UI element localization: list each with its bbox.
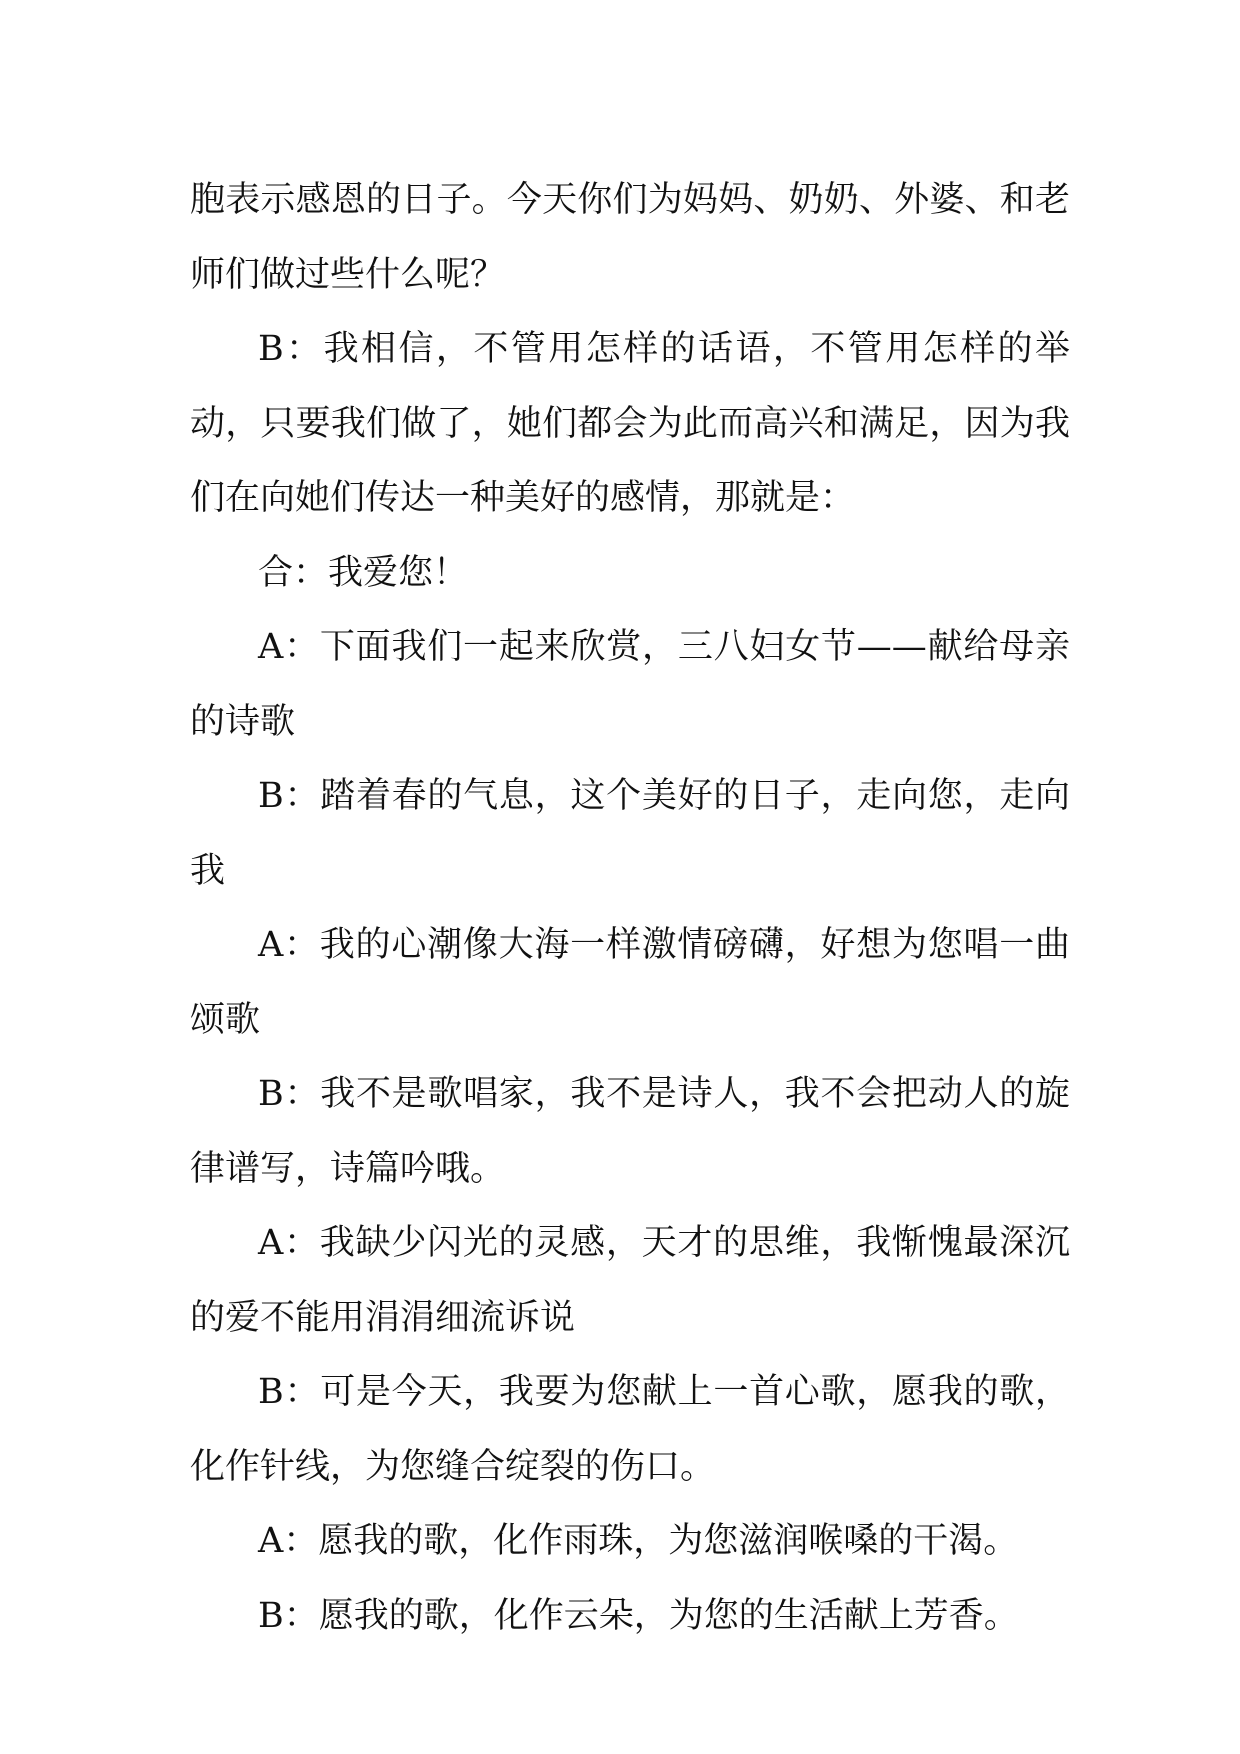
paragraph-5: B：踏着春的气息，这个美好的日子，走向您，走向我 — [190, 776, 1070, 891]
paragraph-8: A：我缺少闪光的灵感，天才的思维，我惭愧最深沉的爱不能用涓涓细流诉说 — [190, 1223, 1070, 1338]
paragraph-9: B：可是今天，我要为您献上一首心歌，愿我的歌，化作针线，为您缝合绽裂的伤口。 — [190, 1372, 1070, 1487]
paragraph-1: 胞表示感恩的日子。今天你们为妈妈、奶奶、外婆、和老师们做过些什么呢？ — [190, 180, 1070, 295]
paragraph-6: A：我的心潮像大海一样激情磅礴，好想为您唱一曲颂歌 — [190, 925, 1070, 1040]
paragraph-3: 合：我爱您！ — [258, 552, 469, 593]
paragraph-2: B：我相信，不管用怎样的话语，不管用怎样的举动，只要我们做了，她们都会为此而高兴和满足，因为我们在向她们传达一种美好的感情，那就是： — [190, 329, 1070, 518]
document-body — [190, 163, 1070, 1653]
paragraph-4: A：下面我们一起来欣赏，三八妇女节——献给母亲的诗歌 — [190, 627, 1070, 742]
paragraph-7: B：我不是歌唱家，我不是诗人，我不会把动人的旋律谱写，诗篇吟哦。 — [190, 1074, 1070, 1189]
paragraph-11: B：愿我的歌，化作云朵，为您的生活献上芳香。 — [258, 1595, 1019, 1636]
paragraph-10: A：愿我的歌，化作雨珠，为您滋润喉嗓的干渴。 — [258, 1521, 1019, 1561]
